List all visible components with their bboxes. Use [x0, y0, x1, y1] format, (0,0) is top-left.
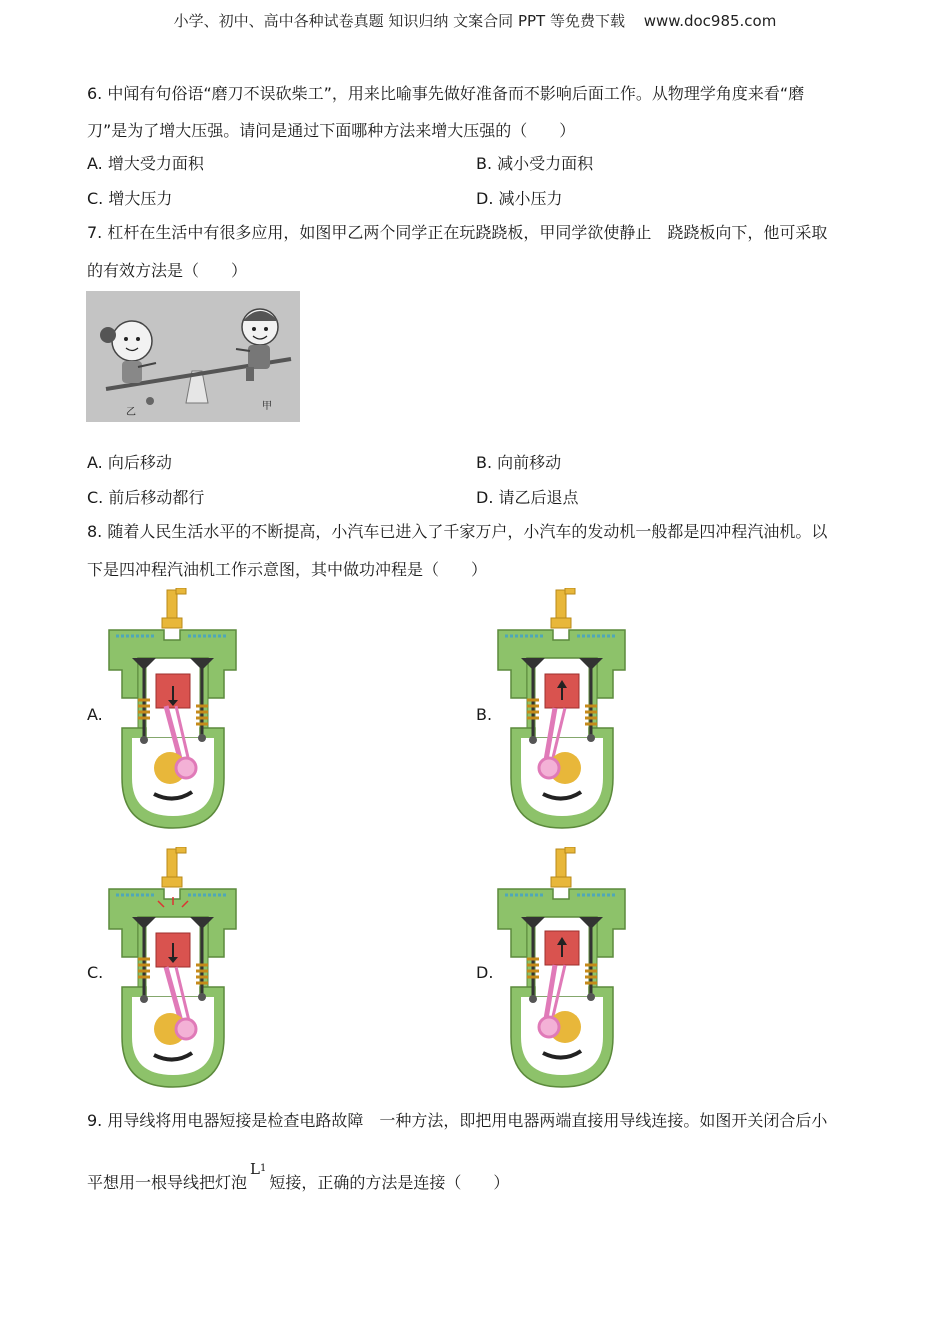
q8-option-a[interactable]: A.: [87, 705, 103, 724]
q8-option-d[interactable]: D.: [476, 963, 494, 982]
q6-option-c[interactable]: C. 增大压力: [87, 189, 173, 208]
q9-line2-pre: 平想用一根导线把灯泡: [87, 1173, 248, 1192]
q8-option-b[interactable]: B.: [476, 705, 493, 724]
q9-line2-post: 短接，正确的方法是连接（ ）: [269, 1173, 510, 1192]
q7-option-a[interactable]: A. 向后移动: [87, 453, 172, 472]
q8-option-c[interactable]: C.: [87, 963, 104, 982]
q7-option-d[interactable]: D. 请乙后退点: [476, 488, 579, 507]
bulb-symbol-letter: L: [250, 1160, 260, 1178]
q8-stem-line1: 8. 随着人民生活水平的不断提高，小汽车已进入了千家万户，小汽车的发动机一般都是四冲程汽油机。以: [87, 522, 828, 541]
q6-option-a[interactable]: A. 增大受力面积: [87, 154, 204, 173]
engine-diagram-c[interactable]: [104, 847, 244, 1091]
q6-stem-line1: 6. 中闻有句俗语“磨刀不误砍柴工”，用来比喻事先做好准备而不影响后面工作。从物理学角度来看“磨: [87, 84, 805, 103]
figure-label-jia: 甲: [262, 401, 272, 412]
q6-stem-line2: 刀”是为了增大压强。请问是通过下面哪种方法来增大压强的（ ）: [87, 121, 576, 140]
figure-label-yi: 乙: [126, 407, 136, 418]
q7-stem-line2: 的有效方法是（ ）: [87, 261, 248, 280]
header-text: 小学、初中、高中各种试卷真题 知识归纳 文案合同 PPT 等免费下载: [173, 12, 625, 30]
page-header: [0, 10, 950, 31]
bulb-symbol-sub: 1: [259, 1163, 267, 1174]
engine-diagram-a[interactable]: [104, 588, 244, 832]
header-site[interactable]: www.doc985.com: [643, 12, 777, 30]
seesaw-figure: [86, 291, 300, 422]
q7-option-c[interactable]: C. 前后移动都行: [87, 488, 205, 507]
q7-stem-line1: 7. 杠杆在生活中有很多应用，如图甲乙两个同学正在玩跷跷板，甲同学欲使静止 跷跷板向下，他可采取: [87, 223, 828, 242]
q9-stem-line1: 9. 用导线将用电器短接是检查电路故障 一种方法，即把用电器两端直接用导线连接。如图开关闭合后小: [87, 1111, 828, 1130]
engine-diagram-b[interactable]: [493, 588, 633, 832]
q8-stem-line2: 下是四冲程汽油机工作示意图，其中做功冲程是（ ）: [87, 560, 488, 579]
bulb-symbol: [250, 1160, 266, 1178]
q6-option-d[interactable]: D. 减小压力: [476, 189, 563, 208]
engine-diagram-d[interactable]: [493, 847, 633, 1091]
q7-option-b[interactable]: B. 向前移动: [476, 453, 562, 472]
q9-stem-line2: [87, 1160, 867, 1194]
q6-option-b[interactable]: B. 减小受力面积: [476, 154, 594, 173]
